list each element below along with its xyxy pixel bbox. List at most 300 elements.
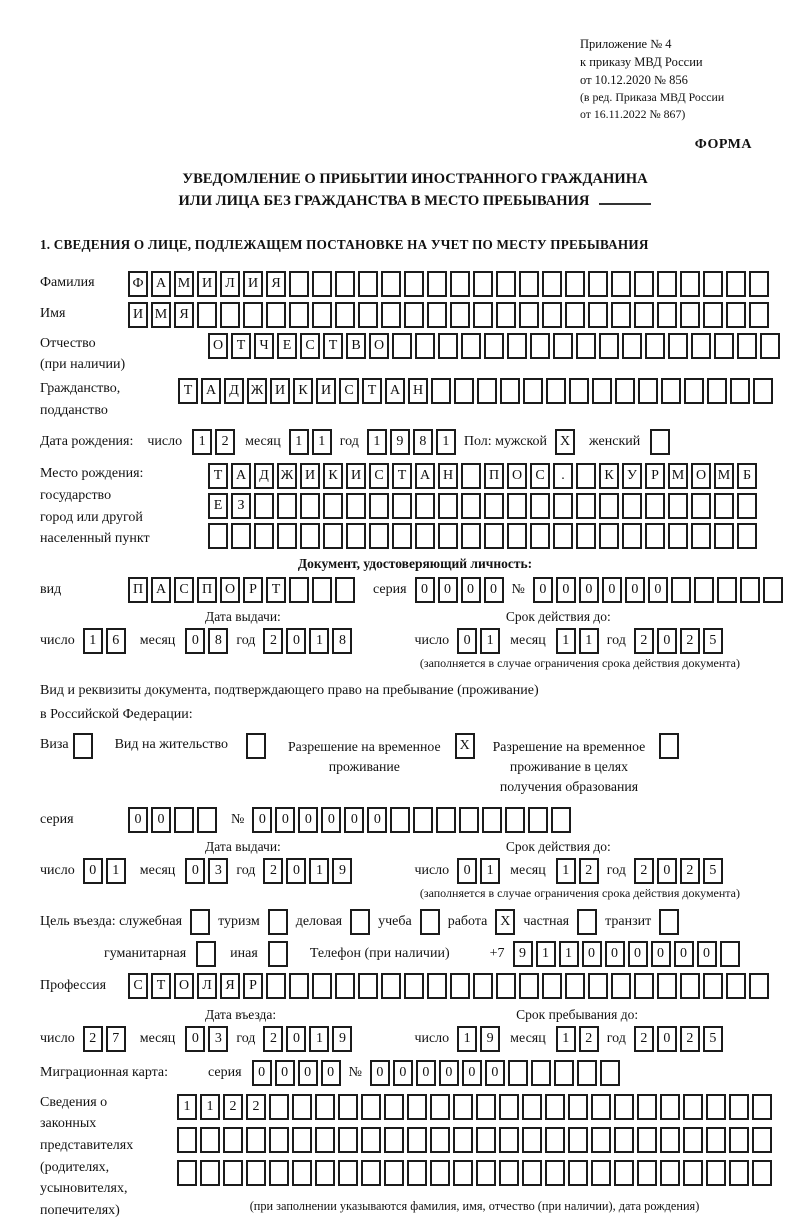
- char-cell[interactable]: 2: [263, 858, 283, 884]
- char-cell[interactable]: Т: [323, 333, 343, 359]
- char-cell[interactable]: [519, 973, 539, 999]
- char-cell[interactable]: А: [415, 463, 435, 489]
- char-cell[interactable]: [576, 463, 596, 489]
- char-cell[interactable]: 0: [461, 577, 481, 603]
- char-cell[interactable]: Е: [208, 493, 228, 519]
- char-cell[interactable]: [565, 302, 585, 328]
- char-cell[interactable]: [453, 1094, 473, 1120]
- stay-day-input[interactable]: [457, 1026, 500, 1052]
- char-cell[interactable]: У: [622, 463, 642, 489]
- char-cell[interactable]: [461, 333, 481, 359]
- char-cell[interactable]: М: [151, 302, 171, 328]
- char-cell[interactable]: Д: [224, 378, 244, 404]
- stay-month-input[interactable]: [556, 1026, 599, 1052]
- stay-year-input[interactable]: [634, 1026, 723, 1052]
- char-cell[interactable]: [499, 1127, 519, 1153]
- char-cell[interactable]: Т: [231, 333, 251, 359]
- char-cell[interactable]: [384, 1160, 404, 1186]
- char-cell[interactable]: [507, 333, 527, 359]
- char-cell[interactable]: [384, 1094, 404, 1120]
- char-cell[interactable]: [266, 973, 286, 999]
- char-cell[interactable]: 1: [177, 1094, 197, 1120]
- char-cell[interactable]: [707, 378, 727, 404]
- char-cell[interactable]: [350, 909, 370, 935]
- char-cell[interactable]: [599, 493, 619, 519]
- char-cell[interactable]: [542, 302, 562, 328]
- char-cell[interactable]: 0: [83, 858, 103, 884]
- char-cell[interactable]: 2: [680, 1026, 700, 1052]
- char-cell[interactable]: 0: [185, 628, 205, 654]
- char-cell[interactable]: [430, 1127, 450, 1153]
- char-cell[interactable]: [615, 378, 635, 404]
- char-cell[interactable]: [588, 271, 608, 297]
- char-cell[interactable]: [381, 271, 401, 297]
- char-cell[interactable]: [197, 807, 217, 833]
- char-cell[interactable]: [200, 1127, 220, 1153]
- char-cell[interactable]: 0: [286, 858, 306, 884]
- char-cell[interactable]: 1: [480, 628, 500, 654]
- char-cell[interactable]: [637, 1094, 657, 1120]
- permit-issue-year-input[interactable]: [263, 858, 352, 884]
- char-cell[interactable]: 1: [457, 1026, 477, 1052]
- char-cell[interactable]: [622, 523, 642, 549]
- char-cell[interactable]: [220, 302, 240, 328]
- char-cell[interactable]: [657, 271, 677, 297]
- char-cell[interactable]: Л: [197, 973, 217, 999]
- char-cell[interactable]: [729, 1160, 749, 1186]
- char-cell[interactable]: 0: [128, 807, 148, 833]
- char-cell[interactable]: .: [553, 463, 573, 489]
- char-cell[interactable]: 0: [252, 807, 272, 833]
- char-cell[interactable]: 9: [332, 858, 352, 884]
- char-cell[interactable]: 1: [309, 628, 329, 654]
- char-cell[interactable]: [729, 1094, 749, 1120]
- char-cell[interactable]: [645, 333, 665, 359]
- birth-month-input[interactable]: [289, 429, 332, 455]
- char-cell[interactable]: [289, 577, 309, 603]
- char-cell[interactable]: [763, 577, 783, 603]
- char-cell[interactable]: И: [300, 463, 320, 489]
- char-cell[interactable]: [523, 378, 543, 404]
- char-cell[interactable]: [634, 973, 654, 999]
- char-cell[interactable]: [706, 1094, 726, 1120]
- char-cell[interactable]: [545, 1127, 565, 1153]
- char-cell[interactable]: 1: [556, 1026, 576, 1052]
- char-cell[interactable]: 7: [106, 1026, 126, 1052]
- char-cell[interactable]: [706, 1127, 726, 1153]
- char-cell[interactable]: [660, 1127, 680, 1153]
- char-cell[interactable]: [427, 973, 447, 999]
- char-cell[interactable]: 3: [208, 858, 228, 884]
- char-cell[interactable]: [292, 1127, 312, 1153]
- char-cell[interactable]: [453, 1160, 473, 1186]
- otchestvo-input[interactable]: [208, 333, 780, 359]
- char-cell[interactable]: [703, 271, 723, 297]
- purpose-private-checkbox[interactable]: [577, 909, 597, 935]
- char-cell[interactable]: [476, 1127, 496, 1153]
- char-cell[interactable]: 9: [332, 1026, 352, 1052]
- char-cell[interactable]: [430, 1160, 450, 1186]
- char-cell[interactable]: К: [293, 378, 313, 404]
- char-cell[interactable]: 0: [367, 807, 387, 833]
- char-cell[interactable]: [496, 271, 516, 297]
- char-cell[interactable]: [591, 1094, 611, 1120]
- char-cell[interactable]: [657, 302, 677, 328]
- char-cell[interactable]: [289, 271, 309, 297]
- residence-permit-checkbox[interactable]: [246, 733, 266, 759]
- char-cell[interactable]: [553, 493, 573, 519]
- char-cell[interactable]: 1: [559, 941, 579, 967]
- char-cell[interactable]: [476, 1160, 496, 1186]
- char-cell[interactable]: [645, 523, 665, 549]
- char-cell[interactable]: [634, 302, 654, 328]
- char-cell[interactable]: [500, 378, 520, 404]
- char-cell[interactable]: [436, 807, 456, 833]
- char-cell[interactable]: [507, 523, 527, 549]
- char-cell[interactable]: 0: [457, 858, 477, 884]
- char-cell[interactable]: [384, 1127, 404, 1153]
- char-cell[interactable]: [484, 523, 504, 549]
- char-cell[interactable]: 0: [648, 577, 668, 603]
- char-cell[interactable]: 0: [462, 1060, 482, 1086]
- char-cell[interactable]: 1: [192, 429, 212, 455]
- char-cell[interactable]: [637, 1127, 657, 1153]
- char-cell[interactable]: [454, 378, 474, 404]
- char-cell[interactable]: С: [174, 577, 194, 603]
- char-cell[interactable]: [420, 909, 440, 935]
- char-cell[interactable]: [346, 493, 366, 519]
- char-cell[interactable]: [358, 302, 378, 328]
- char-cell[interactable]: [752, 1127, 772, 1153]
- char-cell[interactable]: [269, 1160, 289, 1186]
- purpose-transit-checkbox[interactable]: [659, 909, 679, 935]
- char-cell[interactable]: [706, 1160, 726, 1186]
- char-cell[interactable]: 1: [556, 858, 576, 884]
- char-cell[interactable]: 0: [657, 628, 677, 654]
- char-cell[interactable]: [292, 1160, 312, 1186]
- char-cell[interactable]: 2: [634, 628, 654, 654]
- doc-number-input[interactable]: [533, 577, 783, 603]
- char-cell[interactable]: [246, 733, 266, 759]
- char-cell[interactable]: [358, 973, 378, 999]
- birthplace-row3-input[interactable]: [208, 523, 757, 549]
- char-cell[interactable]: Я: [220, 973, 240, 999]
- char-cell[interactable]: [671, 577, 691, 603]
- char-cell[interactable]: [505, 807, 525, 833]
- char-cell[interactable]: 0: [185, 1026, 205, 1052]
- char-cell[interactable]: [645, 493, 665, 519]
- char-cell[interactable]: [392, 493, 412, 519]
- purpose-humanitarian-checkbox[interactable]: [196, 941, 216, 967]
- char-cell[interactable]: [565, 973, 585, 999]
- char-cell[interactable]: [576, 333, 596, 359]
- char-cell[interactable]: 2: [579, 1026, 599, 1052]
- char-cell[interactable]: Я: [174, 302, 194, 328]
- char-cell[interactable]: [312, 302, 332, 328]
- char-cell[interactable]: 0: [602, 577, 622, 603]
- char-cell[interactable]: 1: [536, 941, 556, 967]
- char-cell[interactable]: [323, 523, 343, 549]
- purpose-tourism-checkbox[interactable]: [268, 909, 288, 935]
- char-cell[interactable]: [427, 271, 447, 297]
- char-cell[interactable]: [568, 1127, 588, 1153]
- char-cell[interactable]: 0: [657, 1026, 677, 1052]
- char-cell[interactable]: О: [507, 463, 527, 489]
- char-cell[interactable]: [737, 333, 757, 359]
- char-cell[interactable]: [668, 333, 688, 359]
- char-cell[interactable]: [223, 1127, 243, 1153]
- char-cell[interactable]: [289, 973, 309, 999]
- char-cell[interactable]: 0: [298, 807, 318, 833]
- char-cell[interactable]: [196, 941, 216, 967]
- char-cell[interactable]: [269, 1094, 289, 1120]
- char-cell[interactable]: [315, 1127, 335, 1153]
- char-cell[interactable]: 0: [657, 858, 677, 884]
- doc-series-input[interactable]: [415, 577, 504, 603]
- char-cell[interactable]: 1: [309, 858, 329, 884]
- char-cell[interactable]: [507, 493, 527, 519]
- char-cell[interactable]: [450, 271, 470, 297]
- char-cell[interactable]: [312, 577, 332, 603]
- char-cell[interactable]: [300, 493, 320, 519]
- imya-input[interactable]: [128, 302, 769, 328]
- char-cell[interactable]: [268, 941, 288, 967]
- char-cell[interactable]: [413, 807, 433, 833]
- char-cell[interactable]: [268, 909, 288, 935]
- char-cell[interactable]: [588, 302, 608, 328]
- char-cell[interactable]: [661, 378, 681, 404]
- char-cell[interactable]: П: [128, 577, 148, 603]
- char-cell[interactable]: [473, 271, 493, 297]
- char-cell[interactable]: [614, 1160, 634, 1186]
- permit-valid-day-input[interactable]: [457, 858, 500, 884]
- entry-month-input[interactable]: [185, 1026, 228, 1052]
- char-cell[interactable]: [269, 1127, 289, 1153]
- grazhdanstvo-input[interactable]: [178, 378, 773, 404]
- char-cell[interactable]: 0: [344, 807, 364, 833]
- char-cell[interactable]: Ж: [247, 378, 267, 404]
- char-cell[interactable]: [312, 271, 332, 297]
- char-cell[interactable]: [637, 1160, 657, 1186]
- legal-representatives-row1-input[interactable]: [177, 1094, 772, 1120]
- char-cell[interactable]: 9: [390, 429, 410, 455]
- char-cell[interactable]: Р: [645, 463, 665, 489]
- char-cell[interactable]: [438, 493, 458, 519]
- char-cell[interactable]: [752, 1094, 772, 1120]
- char-cell[interactable]: [577, 1060, 597, 1086]
- char-cell[interactable]: [703, 973, 723, 999]
- char-cell[interactable]: Р: [243, 973, 263, 999]
- char-cell[interactable]: К: [599, 463, 619, 489]
- char-cell[interactable]: [545, 1160, 565, 1186]
- char-cell[interactable]: 8: [208, 628, 228, 654]
- char-cell[interactable]: [438, 333, 458, 359]
- char-cell[interactable]: [335, 973, 355, 999]
- char-cell[interactable]: [683, 1127, 703, 1153]
- permit-issue-day-input[interactable]: [83, 858, 126, 884]
- char-cell[interactable]: 1: [83, 628, 103, 654]
- char-cell[interactable]: [717, 577, 737, 603]
- char-cell[interactable]: Т: [208, 463, 228, 489]
- char-cell[interactable]: 2: [680, 628, 700, 654]
- char-cell[interactable]: [614, 1094, 634, 1120]
- visa-checkbox[interactable]: [73, 733, 93, 759]
- char-cell[interactable]: [346, 523, 366, 549]
- doc-valid-year-input[interactable]: [634, 628, 723, 654]
- char-cell[interactable]: 0: [674, 941, 694, 967]
- char-cell[interactable]: [569, 378, 589, 404]
- char-cell[interactable]: [749, 271, 769, 297]
- char-cell[interactable]: [565, 271, 585, 297]
- char-cell[interactable]: 0: [457, 628, 477, 654]
- char-cell[interactable]: 5: [703, 628, 723, 654]
- char-cell[interactable]: X: [495, 909, 515, 935]
- doc-valid-day-input[interactable]: [457, 628, 500, 654]
- char-cell[interactable]: О: [691, 463, 711, 489]
- char-cell[interactable]: А: [151, 271, 171, 297]
- char-cell[interactable]: 1: [579, 628, 599, 654]
- char-cell[interactable]: [568, 1160, 588, 1186]
- char-cell[interactable]: 2: [263, 1026, 283, 1052]
- temp-residence-checkbox[interactable]: [455, 733, 475, 759]
- char-cell[interactable]: [177, 1160, 197, 1186]
- char-cell[interactable]: [546, 378, 566, 404]
- gender-male-checkbox[interactable]: [555, 429, 575, 455]
- char-cell[interactable]: 8: [332, 628, 352, 654]
- permit-valid-month-input[interactable]: [556, 858, 599, 884]
- char-cell[interactable]: 1: [556, 628, 576, 654]
- char-cell[interactable]: Ж: [277, 463, 297, 489]
- char-cell[interactable]: В: [346, 333, 366, 359]
- char-cell[interactable]: [694, 577, 714, 603]
- char-cell[interactable]: [197, 302, 217, 328]
- char-cell[interactable]: 0: [651, 941, 671, 967]
- char-cell[interactable]: [461, 523, 481, 549]
- char-cell[interactable]: 9: [480, 1026, 500, 1052]
- char-cell[interactable]: [530, 493, 550, 519]
- char-cell[interactable]: [381, 973, 401, 999]
- char-cell[interactable]: И: [197, 271, 217, 297]
- char-cell[interactable]: [714, 493, 734, 519]
- temp-residence-edu-checkbox[interactable]: [659, 733, 679, 759]
- char-cell[interactable]: [726, 973, 746, 999]
- char-cell[interactable]: 3: [208, 1026, 228, 1052]
- char-cell[interactable]: [361, 1094, 381, 1120]
- char-cell[interactable]: [246, 1127, 266, 1153]
- char-cell[interactable]: 2: [223, 1094, 243, 1120]
- char-cell[interactable]: О: [174, 973, 194, 999]
- char-cell[interactable]: М: [174, 271, 194, 297]
- birthplace-row1-input[interactable]: [208, 463, 757, 489]
- char-cell[interactable]: 0: [579, 577, 599, 603]
- char-cell[interactable]: [208, 523, 228, 549]
- char-cell[interactable]: 0: [321, 807, 341, 833]
- char-cell[interactable]: [190, 909, 210, 935]
- char-cell[interactable]: [760, 333, 780, 359]
- char-cell[interactable]: [461, 463, 481, 489]
- char-cell[interactable]: [553, 333, 573, 359]
- familiya-input[interactable]: [128, 271, 769, 297]
- char-cell[interactable]: О: [369, 333, 389, 359]
- permit-number-input[interactable]: [252, 807, 571, 833]
- char-cell[interactable]: [519, 271, 539, 297]
- char-cell[interactable]: И: [270, 378, 290, 404]
- char-cell[interactable]: 0: [298, 1060, 318, 1086]
- char-cell[interactable]: [200, 1160, 220, 1186]
- char-cell[interactable]: Ч: [254, 333, 274, 359]
- char-cell[interactable]: [638, 378, 658, 404]
- char-cell[interactable]: [554, 1060, 574, 1086]
- char-cell[interactable]: 0: [370, 1060, 390, 1086]
- char-cell[interactable]: 1: [309, 1026, 329, 1052]
- char-cell[interactable]: [473, 973, 493, 999]
- char-cell[interactable]: 0: [484, 577, 504, 603]
- char-cell[interactable]: [361, 1160, 381, 1186]
- char-cell[interactable]: [752, 1160, 772, 1186]
- purpose-official-checkbox[interactable]: [190, 909, 210, 935]
- char-cell[interactable]: [459, 807, 479, 833]
- char-cell[interactable]: [592, 378, 612, 404]
- char-cell[interactable]: [358, 271, 378, 297]
- char-cell[interactable]: 0: [485, 1060, 505, 1086]
- char-cell[interactable]: [174, 807, 194, 833]
- char-cell[interactable]: Л: [220, 271, 240, 297]
- char-cell[interactable]: [542, 271, 562, 297]
- char-cell[interactable]: [660, 1094, 680, 1120]
- entry-year-input[interactable]: [263, 1026, 352, 1052]
- doc-issue-year-input[interactable]: [263, 628, 352, 654]
- char-cell[interactable]: [289, 302, 309, 328]
- char-cell[interactable]: [634, 271, 654, 297]
- char-cell[interactable]: [476, 1094, 496, 1120]
- doc-issue-day-input[interactable]: [83, 628, 126, 654]
- char-cell[interactable]: [461, 493, 481, 519]
- char-cell[interactable]: [568, 1094, 588, 1120]
- char-cell[interactable]: [611, 973, 631, 999]
- char-cell[interactable]: [415, 523, 435, 549]
- char-cell[interactable]: А: [231, 463, 251, 489]
- char-cell[interactable]: [740, 577, 760, 603]
- char-cell[interactable]: [519, 302, 539, 328]
- char-cell[interactable]: З: [231, 493, 251, 519]
- char-cell[interactable]: [335, 577, 355, 603]
- char-cell[interactable]: [266, 302, 286, 328]
- char-cell[interactable]: [691, 333, 711, 359]
- char-cell[interactable]: [542, 973, 562, 999]
- char-cell[interactable]: [404, 271, 424, 297]
- char-cell[interactable]: П: [197, 577, 217, 603]
- char-cell[interactable]: 0: [415, 577, 435, 603]
- char-cell[interactable]: [600, 1060, 620, 1086]
- char-cell[interactable]: [588, 973, 608, 999]
- char-cell[interactable]: [660, 1160, 680, 1186]
- char-cell[interactable]: [315, 1160, 335, 1186]
- char-cell[interactable]: 0: [582, 941, 602, 967]
- char-cell[interactable]: [338, 1094, 358, 1120]
- entry-day-input[interactable]: [83, 1026, 126, 1052]
- char-cell[interactable]: [599, 523, 619, 549]
- char-cell[interactable]: [243, 302, 263, 328]
- char-cell[interactable]: 1: [367, 429, 387, 455]
- char-cell[interactable]: А: [385, 378, 405, 404]
- char-cell[interactable]: [177, 1127, 197, 1153]
- char-cell[interactable]: [668, 523, 688, 549]
- char-cell[interactable]: [622, 333, 642, 359]
- char-cell[interactable]: [508, 1060, 528, 1086]
- char-cell[interactable]: 1: [200, 1094, 220, 1120]
- char-cell[interactable]: [591, 1127, 611, 1153]
- char-cell[interactable]: 2: [634, 858, 654, 884]
